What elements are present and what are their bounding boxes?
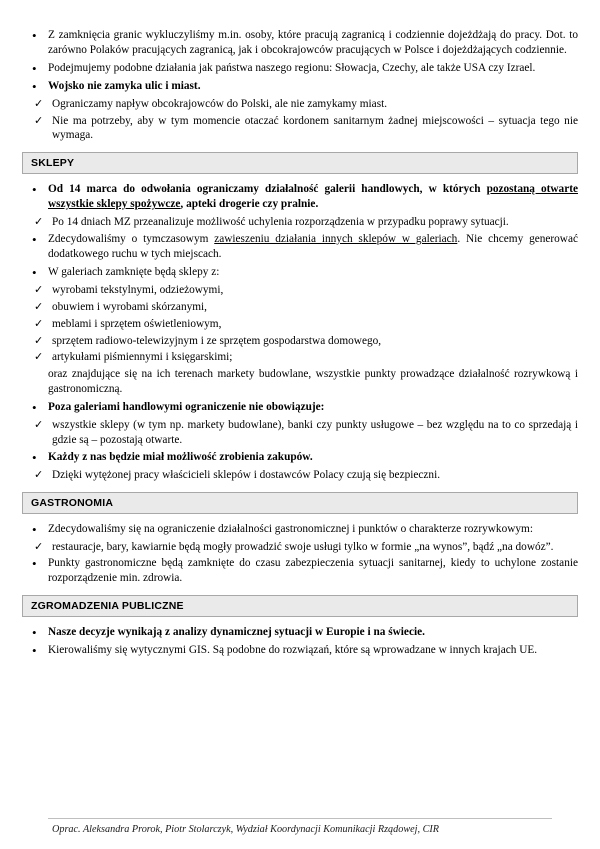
sklepy-bullet-list-4	[22, 450, 578, 465]
army-sub-list	[22, 97, 578, 144]
list-item: • Kierowaliśmy się wytycznymi GIS. Są podobne do rozwiązań, które są wprowadzane w innych krajach UE.	[22, 643, 578, 658]
gastronomia-bullet-list-2	[22, 556, 578, 586]
sklepy-item1-sub-list	[22, 215, 578, 230]
footer-divider	[48, 818, 552, 819]
list-item: • Z zamknięcia granic wykluczyliśmy m.in. osoby, które pracują zagranicą i codziennie dojeżdżają do pracy. Dot. to zarówno Polaków pracujących zagranicą, jak i obcokrajowców pracujących w Polsce i dojeżdżających codziennie.	[22, 28, 578, 58]
list-item	[22, 182, 578, 212]
list-item	[22, 232, 578, 262]
list-item: • Podejmujemy podobne działania jak państwa naszego regionu: Słowacja, Czechy, ale także USA czy Izrael.	[22, 61, 578, 76]
sklepy-item3-after: oraz znajdujące się na ich terenach markety budowlane, wszystkie punkty prowadzące działalność rozrywkową i gastronomiczną.	[48, 368, 578, 396]
intro-bullet-list	[22, 28, 578, 94]
sklepy-bullet-list-2	[22, 232, 578, 280]
sklepy-item4-sub-list	[22, 418, 578, 448]
sklepy-item1-part1: Od 14 marca do odwołania ograniczamy działalność galerii handlowych, w których	[48, 183, 487, 196]
list-item: ✓ Dzięki wytężonej pracy właścicieli sklepów i dostawców Polacy czują się bezpieczni.	[22, 468, 578, 483]
list-item: ✓ restauracje, bary, kawiarnie będą mogły prowadzić swoje usługi tylko w formie „na wynos”, bądź „na dowóz”.	[22, 540, 578, 555]
sklepy-item5-sub-list	[22, 468, 578, 483]
list-item	[22, 625, 578, 640]
footer-credits: Oprac. Aleksandra Prorok, Piotr Stolarczyk, Wydział Koordynacji Komunikacji Rządowej, CIR	[52, 824, 439, 835]
list-item: ✓ wszystkie sklepy (w tym np. markety budowlane), banki czy punkty usługowe – bez względu na to co sprzedają i gdzie są – pozostają otwarte.	[22, 418, 578, 448]
list-item: ✓ Ograniczamy napływ obcokrajowców do Polski, ale nie zamykamy miast.	[22, 97, 578, 112]
gastronomia-bullet-list	[22, 522, 578, 537]
sklepy-item2-part3: . Nie chcemy generować dodatkowego ruchu w tych miejscach.	[48, 233, 578, 260]
sklepy-item2-part1: Zdecydowaliśmy o tymczasowym	[48, 233, 215, 246]
army-item-label: Wojsko nie zamyka ulic i miast.	[48, 79, 201, 92]
document-footer	[0, 818, 600, 835]
list-item: ✓ artykułami piśmiennymi i księgarskimi;	[22, 350, 578, 365]
zgromadzenia-bullet-list	[22, 625, 578, 658]
sklepy-item1-part2: pozostaną otwarte wszystkie sklepy spożywcze	[48, 183, 578, 211]
list-item: • W galeriach zamknięte będą sklepy z:	[22, 265, 578, 280]
zgromadzenia-item1-label: Nasze decyzje wynikają z analizy dynamicznej sytuacji w Europie i na świecie.	[48, 626, 425, 639]
sklepy-item5-label: Każdy z nas będzie miał możliwość zrobienia zakupów.	[48, 450, 313, 463]
sklepy-item4-label: Poza galeriami handlowymi ograniczenie nie obowiązuje:	[48, 401, 325, 414]
gastronomia-sub-list	[22, 540, 578, 555]
list-item: • Punkty gastronomiczne będą zamknięte do czasu zabezpieczenia sytuacji sanitarnej, kiedy to uchylone zostanie rozporządzenie min. zdrowia.	[22, 556, 578, 586]
section-header-gastronomia: GASTRONOMIA	[22, 492, 578, 514]
list-item	[22, 400, 578, 415]
list-item: ✓ Po 14 dniach MZ przeanalizuje możliwość uchylenia rozporządzenia w przypadku poprawy sytuacji.	[22, 215, 578, 230]
list-item: ✓ Nie ma potrzeby, aby w tym momencie otaczać kordonem sanitarnym żadnej miejscowości – sytuacja tego nie wymaga.	[22, 114, 578, 144]
list-item	[22, 450, 578, 465]
list-item: ✓ obuwiem i wyrobami skórzanymi,	[22, 300, 578, 315]
list-item-army	[22, 79, 578, 94]
list-item: • Zdecydowaliśmy się na ograniczenie działalności gastronomicznej i punktów o charakterze rozrywkowym:	[22, 522, 578, 537]
section-header-zgromadzenia: ZGROMADZENIA PUBLICZNE	[22, 595, 578, 617]
sklepy-item2-part2: zawieszeniu działania innych sklepów w galeriach	[214, 233, 458, 246]
list-item: ✓ sprzętem radiowo-telewizyjnym i ze sprzętem gospodarstwa domowego,	[22, 334, 578, 349]
list-item: ✓ meblami i sprzętem oświetleniowym,	[22, 317, 578, 332]
sklepy-closed-shops-list	[22, 283, 578, 366]
sklepy-bullet-list	[22, 182, 578, 212]
section-header-sklepy: SKLEPY	[22, 152, 578, 174]
sklepy-bullet-list-3	[22, 400, 578, 415]
list-item: ✓ wyrobami tekstylnymi, odzieżowymi,	[22, 283, 578, 298]
sklepy-item1-part3: , apteki drogerie czy pralnie.	[180, 198, 319, 211]
